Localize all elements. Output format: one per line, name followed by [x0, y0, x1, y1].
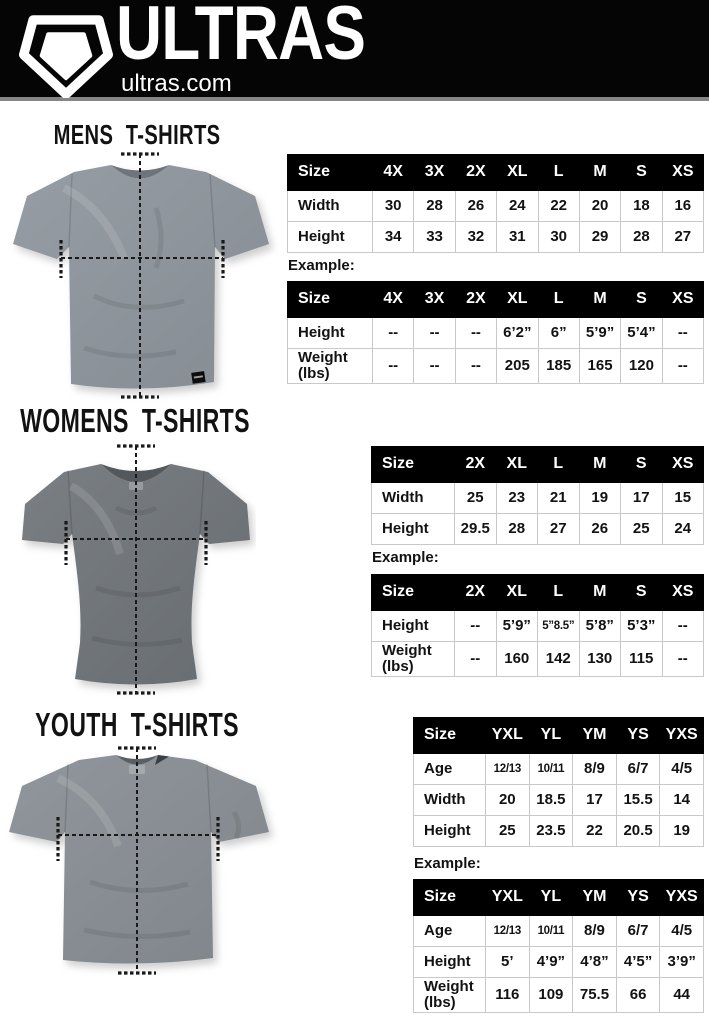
row-label: Height: [372, 514, 455, 545]
cell: --: [662, 349, 703, 384]
column-header: Size: [372, 447, 455, 483]
table: [413, 879, 704, 1013]
table-row: [372, 483, 704, 514]
cell: 8/9: [573, 754, 617, 785]
cell: 5’3”: [621, 611, 663, 642]
cell: 33: [414, 222, 455, 253]
cell: 4’8”: [573, 947, 617, 978]
cell: --: [373, 349, 414, 384]
cell: 21: [538, 483, 580, 514]
womens-example-table: [371, 574, 704, 677]
table-header-row: [288, 282, 704, 318]
column-header: XL: [497, 155, 538, 191]
cell: 26: [455, 191, 496, 222]
column-header: L: [538, 282, 579, 318]
column-header: YXS: [660, 880, 704, 916]
table-row: [288, 191, 704, 222]
cell: 29: [579, 222, 620, 253]
cell: 10/11: [529, 916, 573, 947]
column-header: S: [621, 282, 662, 318]
cell: 115: [621, 642, 663, 677]
column-header: 3X: [414, 282, 455, 318]
table-row: [414, 754, 704, 785]
table-row: [288, 349, 704, 384]
cell: 20: [579, 191, 620, 222]
column-header: S: [621, 447, 663, 483]
cell: 18: [621, 191, 662, 222]
mens-section-title: MENS T-SHIRTS: [53, 119, 221, 150]
cell: 17: [573, 785, 617, 816]
youth-size-table: [413, 717, 704, 847]
brand-title: ULTRAS: [116, 0, 366, 76]
column-header: M: [579, 575, 621, 611]
table-row: [414, 785, 704, 816]
cell: 20.5: [616, 816, 660, 847]
table-header-row: [414, 718, 704, 754]
cell: 27: [662, 222, 703, 253]
cell: --: [662, 318, 703, 349]
row-label: Age: [414, 754, 486, 785]
cell: 8/9: [573, 916, 617, 947]
row-label: Height: [414, 816, 486, 847]
table-row: [414, 978, 704, 1013]
column-header: 3X: [414, 155, 455, 191]
cell: 32: [455, 222, 496, 253]
column-header: XS: [662, 575, 704, 611]
cell: 165: [579, 349, 620, 384]
cell: --: [455, 642, 497, 677]
cell: 5’9”: [579, 318, 620, 349]
youth-tshirt-image: [6, 742, 284, 984]
cell: 28: [496, 514, 538, 545]
cell: 5’: [486, 947, 530, 978]
cell: 5”8.5”: [538, 611, 580, 642]
cell: 142: [538, 642, 580, 677]
cell: 5’9”: [496, 611, 538, 642]
cell: 25: [455, 483, 497, 514]
cell: 28: [414, 191, 455, 222]
column-header: S: [621, 155, 662, 191]
cell: --: [373, 318, 414, 349]
cell: 6”: [538, 318, 579, 349]
table: [371, 446, 704, 545]
cell: 30: [373, 191, 414, 222]
column-header: 2X: [455, 282, 496, 318]
cell: 34: [373, 222, 414, 253]
column-header: S: [621, 575, 663, 611]
row-label: Width: [372, 483, 455, 514]
row-label: Width: [288, 191, 373, 222]
column-header: YXL: [486, 718, 530, 754]
table: [413, 717, 704, 847]
cell: 31: [497, 222, 538, 253]
table-row: [414, 916, 704, 947]
column-header: YL: [529, 880, 573, 916]
cell: 22: [573, 816, 617, 847]
column-header: XL: [497, 282, 538, 318]
column-header: YS: [616, 718, 660, 754]
cell: 109: [529, 978, 573, 1013]
column-header: Size: [372, 575, 455, 611]
row-label: Height: [288, 318, 373, 349]
column-header: 2X: [455, 155, 496, 191]
table: [287, 281, 704, 384]
column-header: L: [538, 447, 580, 483]
cell: 160: [496, 642, 538, 677]
hem-tag: [191, 371, 205, 384]
mens-example-table: [287, 281, 704, 384]
cell: 66: [616, 978, 660, 1013]
cell: 130: [579, 642, 621, 677]
mens-example-label: Example:: [288, 257, 355, 274]
table-row: [414, 947, 704, 978]
column-header: YXS: [660, 718, 704, 754]
table-row: [288, 222, 704, 253]
row-label: Weight (lbs): [288, 349, 373, 384]
cell: 6/7: [616, 916, 660, 947]
table-header-row: [414, 880, 704, 916]
cell: 205: [497, 349, 538, 384]
column-header: M: [579, 447, 621, 483]
table-row: [372, 514, 704, 545]
table-header-row: [372, 447, 704, 483]
column-header: 4X: [373, 155, 414, 191]
table-row: [414, 816, 704, 847]
cell: 6’2”: [497, 318, 538, 349]
column-header: 2X: [455, 575, 497, 611]
cell: --: [662, 642, 704, 677]
cell: 4’9”: [529, 947, 573, 978]
row-label: Width: [414, 785, 486, 816]
row-label: Height: [372, 611, 455, 642]
column-header: Size: [414, 880, 486, 916]
row-label: Age: [414, 916, 486, 947]
youth-section-title: YOUTH T-SHIRTS: [35, 706, 239, 743]
youth-example-table: [413, 879, 704, 1013]
cell: 5’8”: [579, 611, 621, 642]
cell: 75.5: [573, 978, 617, 1013]
cell: --: [455, 611, 497, 642]
column-header: YXL: [486, 880, 530, 916]
cell: 22: [538, 191, 579, 222]
cell: 23.5: [529, 816, 573, 847]
header: [0, 0, 709, 101]
womens-size-table: [371, 446, 704, 545]
column-header: YM: [573, 880, 617, 916]
column-header: YS: [616, 880, 660, 916]
cell: --: [455, 318, 496, 349]
cell: 23: [496, 483, 538, 514]
cell: 28: [621, 222, 662, 253]
cell: 24: [662, 514, 704, 545]
column-header: XS: [662, 155, 703, 191]
cell: --: [414, 349, 455, 384]
column-header: L: [538, 575, 580, 611]
column-header: Size: [414, 718, 486, 754]
womens-tshirt-image: [16, 436, 256, 706]
cell: --: [455, 349, 496, 384]
cell: 12/13: [486, 916, 530, 947]
cell: 120: [621, 349, 662, 384]
cell: 30: [538, 222, 579, 253]
cell: 27: [538, 514, 580, 545]
column-header: XS: [662, 447, 704, 483]
cell: 16: [662, 191, 703, 222]
cell: 18.5: [529, 785, 573, 816]
mens-size-table: [287, 154, 704, 253]
column-header: Size: [288, 282, 373, 318]
table-row: [372, 642, 704, 677]
table-header-row: [372, 575, 704, 611]
column-header: M: [579, 282, 620, 318]
cell: 15.5: [616, 785, 660, 816]
table-header-row: [288, 155, 704, 191]
cell: 20: [486, 785, 530, 816]
column-header: Size: [288, 155, 373, 191]
cell: 26: [579, 514, 621, 545]
womens-section-title: WOMENS T-SHIRTS: [20, 402, 250, 439]
column-header: M: [579, 155, 620, 191]
cell: --: [662, 611, 704, 642]
cell: 4/5: [660, 916, 704, 947]
cell: 10/11: [529, 754, 573, 785]
table-row: [288, 318, 704, 349]
column-header: 4X: [373, 282, 414, 318]
cell: 6/7: [616, 754, 660, 785]
row-label: Weight (lbs): [372, 642, 455, 677]
cell: 5’4”: [621, 318, 662, 349]
column-header: YL: [529, 718, 573, 754]
cell: 25: [486, 816, 530, 847]
ultras-logo-icon: [15, 4, 117, 98]
mens-tshirt-image: [4, 146, 278, 404]
table: [371, 574, 704, 677]
table-row: [372, 611, 704, 642]
cell: 3’9”: [660, 947, 704, 978]
cell: 17: [621, 483, 663, 514]
cell: 4/5: [660, 754, 704, 785]
cell: 14: [660, 785, 704, 816]
womens-example-label: Example:: [372, 549, 439, 566]
row-label: Height: [288, 222, 373, 253]
column-header: YM: [573, 718, 617, 754]
column-header: 2X: [455, 447, 497, 483]
table: [287, 154, 704, 253]
cell: 19: [660, 816, 704, 847]
cell: --: [414, 318, 455, 349]
column-header: XL: [496, 575, 538, 611]
column-header: XS: [662, 282, 703, 318]
column-header: XL: [496, 447, 538, 483]
cell: 19: [579, 483, 621, 514]
cell: 4’5”: [616, 947, 660, 978]
cell: 116: [486, 978, 530, 1013]
cell: 15: [662, 483, 704, 514]
cell: 24: [497, 191, 538, 222]
cell: 25: [621, 514, 663, 545]
cell: 12/13: [486, 754, 530, 785]
cell: 29.5: [455, 514, 497, 545]
site-url: ultras.com: [121, 70, 232, 97]
row-label: Weight (lbs): [414, 978, 486, 1013]
youth-example-label: Example:: [414, 855, 481, 872]
row-label: Height: [414, 947, 486, 978]
cell: 44: [660, 978, 704, 1013]
column-header: L: [538, 155, 579, 191]
cell: 185: [538, 349, 579, 384]
